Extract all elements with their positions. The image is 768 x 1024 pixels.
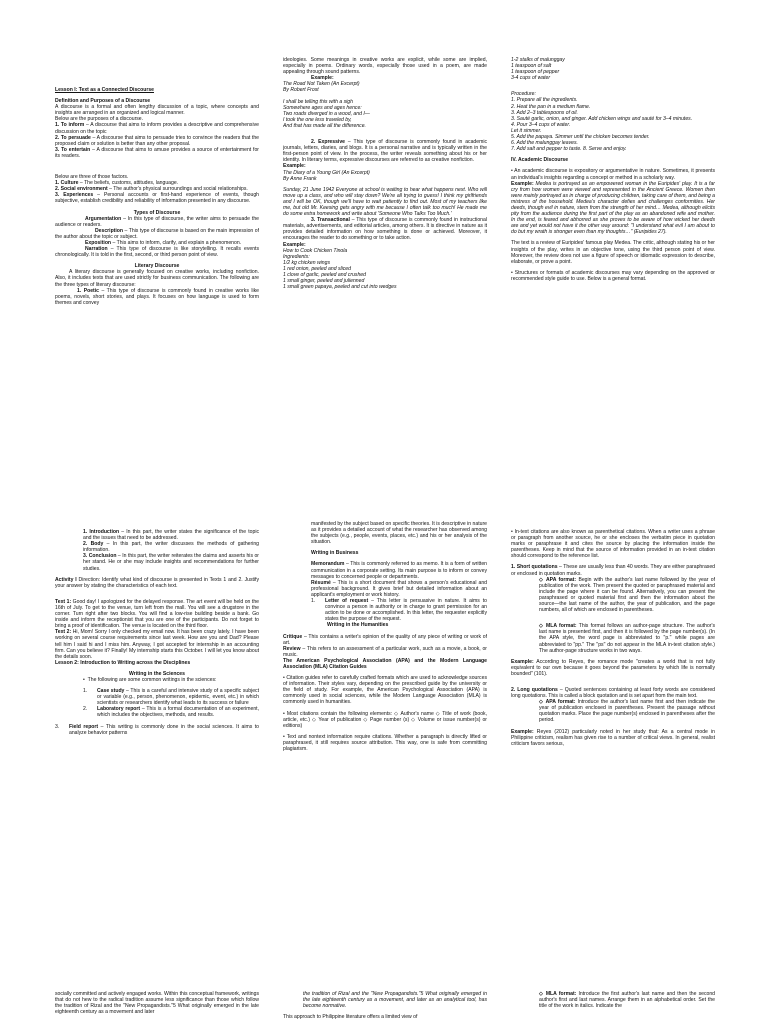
text1: Text 1: Good day! I apologized for the delayed response. The art event will be held on the 16th of July. To get to the venue, turn left from the mall. You will see a drugstore in the corner. Turn right after two blocks. You will find a low-rise building beside a bank. Go inside and inform the receptionist that you are one of the participants. Do not forget to bring a proof of identification. The venue is located on the third floor.: [55, 598, 259, 630]
recipe-title: How to Cook Chicken Tinola: [283, 247, 348, 254]
purposes-intro: Below are the purposes of a discourse.: [55, 116, 144, 123]
part-introduction: 1. Introduction – In this part, the writer states the significance of the topic and the issues that need to be addressed.: [83, 529, 259, 542]
column-discourse-examples: [283, 57, 487, 413]
procedure-step: Let it simmer.: [511, 127, 542, 134]
poetic-text: 1. Poetic – This type of discourse is commonly found in creative works like poems, novels, short stories, and plays. It focuses on how language is used to form themes and convey: [55, 287, 259, 306]
nontext-citation-text: • Text and nontext information require citations. Whether a paragraph is directly lifted or paraphrased, it still requires source attribution. This way, one is safe from committing plagiarism.: [283, 733, 487, 752]
science-field-report: 3. Field report – This writing is commonly done in the social sciences. It aims to analyze behavior patterns: [55, 723, 259, 736]
poem-line: Two roads diverged in a wood, and I—: [283, 110, 370, 117]
citation-elements-text: • Most citations contain the following elements: ◇ Author's name ◇ Title of work (book, article, etc.) ◇ Year of publication ◇ Page number (s) ◇ Volume or issue number(s) or editions): [283, 710, 487, 729]
factor-social: 2. Social environment – The author's physical surroundings and social relationships.: [55, 186, 248, 193]
definition-heading: Definition and Purposes of a Discourse: [55, 98, 151, 105]
field-report-continued: manifested by the subject based on specific theories. It is descriptive in nature as it provides a detailed account of what the researcher has observed among the subjects (e.g., people, events, places, etc.) and his or her analysis of the situation.: [311, 521, 487, 546]
procedure-step: 3. Sauté garlic, onion, and ginger. Add chicken wings and sauté for 3–4 minutes.: [511, 115, 693, 122]
ingredient-item: 1 small green papaya, peeled and cut into wedges: [283, 284, 397, 291]
apa-mla-heading: The American Psychological Association (APA) and the Modern Language Association (MLA) Citation Guides: [283, 657, 487, 670]
column-business-humanities: [283, 521, 487, 891]
medea-example: Example: Medea is portrayed as an empowered woman in the Euripides' play. It is a far cry from how women were viewed and represented in the Ancient Greece. Women then were mainly portrayed as in charge of producing children, taking care of them, and being a mistress of the household. Medea's character defies and challenges conformities. Her deeds, though evil in nature, stem from the strength of her mind… Medea, although elicits pity from the audience during the first part of the play as an abandoned wife and mother. In the end, is feared and abhorred as she proves to be aware of how wicked her deeds are and yet would not have it the other way around: "I understand what evil I am about to do but my wrath is stronger even than my thoughts…" (Euripides 27).: [511, 180, 715, 236]
mla-format-long: ◇ MLA format: Introduce the first author's last name and then the second author's first and last names. Arrange them in an alphabetical order. Set the title of the work in italics. Indicate the: [539, 991, 715, 1010]
text2: Text 2: Hi, Mom! Sorry I only checked my email now. It has been crazy lately. I have been working on several course requirements since last week. How are you and Dad? Please tell him I said hi and I miss him. Anyway, I got accepted for internship in an accounting firm. Can you believe it? Finally! My internship starts this October. I will let you know about the details soon.: [55, 629, 259, 660]
example-reyes-text: Example: According to Reyes, the romance mode "creates a world that is not fully equivalent to our own because it goes beyond the parameters by which life is normally bounded" (101).: [511, 658, 715, 677]
procedure-label: Procedure:: [511, 91, 536, 98]
ingredient-item: 1 teaspoon of pepper: [511, 69, 560, 76]
memorandum-text: Memorandum – This is commonly referred to as memo. It is a form of written communication in a corporate setting. Its main purpose is to inform or convey messages to concerned people or departments.: [311, 561, 487, 580]
column-bottom-left: [55, 991, 259, 1024]
ideologies-text: ideologies. Some meanings in creative works are explicit, while some are implied, especially in poems. Ordinary words, especially those used in a poem, are made appealing through sound patterns.: [283, 57, 487, 76]
academic-text: • An academic discourse is expository or argumentative in nature. Sometimes, it presents an individual's insights regarding a concept or method in a scholarly way.: [511, 168, 715, 181]
example2-label: Example:: [283, 163, 306, 170]
type-exposition: Exposition – This aims to inform, clarify, and explain a phenomenon.: [85, 239, 242, 246]
sciences-intro: • The following are some common writings in the sciences:: [83, 676, 217, 683]
literary-text: A literary discourse is generally focused on creative works, including nonfiction. Also, it includes texts that are used strictly for business communication. The following are the three types of literary discourse:: [55, 269, 259, 288]
humanities-heading: Writing in the Humanities: [327, 622, 389, 629]
purpose-inform: 1. To inform – A discourse that aims to inform provides a descriptive and comprehensive discussion on the topic: [55, 122, 259, 135]
review-def-text: Review – This refers to an assessment of a particular work, such as a movie, a book, or music.: [283, 645, 487, 658]
block-quote-continued: the tradition of Rizal and the "New Propagandists."5 What originally emerged in the late eighteenth century as a movement, and later as an analytical tool, has become normative.: [303, 991, 487, 1010]
short-quotations-text: 1. Short quotations – These are usually less than 40 words. They are either paraphrased or enclosed in quotation marks.: [511, 564, 715, 577]
factor-culture: 1. Culture – The beliefs, customs, attitudes, language.: [55, 180, 179, 187]
poem-author: By Robert Frost: [283, 87, 319, 94]
diary-author: By Anne Frank: [283, 175, 317, 182]
realism-continued-text: socially committed and actively engaged works. Within this conceptual framework, writings that do not hew to the radical tradition assume less significance than those which follow the tradition of Rizal and the "New Propagandists."5 What originally emerged in the late eighteenth century as a movement and later: [55, 991, 259, 1016]
ingredient-item: 1 clove of garlic, peeled and crushed: [283, 272, 366, 278]
procedure-step: 1. Prepare all the ingredients.: [511, 97, 578, 104]
type-description: Description – This type of discourse is based on the main impression of the author about the topic or subject.: [55, 227, 259, 240]
column-bottom-right: [511, 991, 715, 1024]
ingredient-item: 1 small ginger, peeled and julienned: [283, 278, 365, 285]
diary-text: Sunday, 21 June 1942 Everyone at school is waiting to hear what happens next. Who will move up a class, and who will stay down? We're all trying to guess! I think my girlfriends and I will be OK, though we'll have to wait patiently to find out. Most of my teachers like me, but old Mr. Keesing gets angry with me because I often talk too much! He made me do some extra homework and write about 'Someone Who Talks Too Much.': [283, 186, 487, 218]
citation-guides-text: • Citation guides refer to carefully crafted formats which are used to acknowledge sources of information. Their styles vary, depending on the prescribed guide by the university or the field of study. For example, the American Psychological Association (APA) is commonly used in social sciences, while the Modern Language Association (MLA) is commonly used in humanities.: [283, 675, 487, 706]
literary-heading: Literary Discourse: [134, 263, 180, 270]
apa-format-short: ◇ APA format: Begin with the author's last name followed by the year of publication of the work. Then present the quoted or paraphrased material and include the page where it can be found. Alternatively, you can present the paraphrased or quoted material first and then the information about the source—the last name of the author, the year of publication, and the page numbers, all of which are enclosed in parentheses.: [539, 576, 715, 614]
business-heading: Writing in Business: [311, 550, 359, 557]
procedure-step: 6. Add the malunggay leaves.: [511, 140, 578, 147]
academic-heading: IV. Academic Discourse: [511, 157, 569, 164]
letter-of-request: 1. Letter of request – This letter is persuasive in nature. It aims to convince a person in authority or in charge to grant permission for an action to be done or accomplished. In this letter, the requester explicitly states the purpose of the request.: [311, 598, 487, 623]
poem-line: I shall be telling this with a sigh: [283, 98, 353, 105]
factor-experiences: 3. Experiences – Personal accounts or first-hand experience of events, though subjective, establish credibility and reliability of information presented in any discourse.: [55, 192, 259, 205]
procedure-step: 3. Add 2–3 tablespoons of oil.: [511, 109, 578, 116]
review-text: The text is a review of Euripides' famous play Medea. The critic, although stating his or her insights of the play, writes in an objective tone, using the third person point of view. Moreover, the review does not use a figure of speech or idiomatic expression to describe, elaborate, or prove a point.: [511, 240, 715, 265]
example1-label: Example:: [311, 75, 334, 82]
type-argumentation: Argumentation – In this type of discourse, the writer aims to persuade the audience or readers.: [55, 215, 259, 228]
lesson1-title: Lesson I: Text as a Connected Discourse: [55, 87, 154, 93]
ingredient-item: 1/2 kg chicken wings: [283, 259, 331, 266]
purpose-entertain: 3. To entertain – A discourse that aims to amuse provides a source of entertainment for its readers.: [55, 146, 259, 159]
ingredients-label: Ingredients:: [283, 253, 310, 260]
transactional-text: 3. Transactional – This type of discourse is commonly found in instructional materials, advertisements, and editorial articles, among others. It is directive in nature as it provides detailed information on how something is done or achieved. Moreover, it encourages the reader to do something or to take action.: [283, 217, 487, 242]
structures-text: • Structures or formats of academic discourses may vary depending on the approved or recommended style guide to use. Below is a general format.: [511, 269, 715, 282]
poem-line: And that has made all the difference.: [283, 122, 366, 129]
part-body: 2. Body – In this part, the writer discusses the methods of gathering information.: [83, 541, 259, 554]
long-quotations-text: 2. Long quotations – Quoted sentences containing at least forty words are considered long quotations. This is called a block quotation and is set apart from the main text.: [511, 686, 715, 700]
part-conclusion: 3. Conclusion – In this part, the writer reiterates the claims and asserts his or her stand. He or she may include insights and recommendations for further studies.: [83, 553, 259, 572]
procedure-step: 2. Heat the pan in a medium flame.: [511, 103, 591, 110]
science-case-study: 1. Case study – This is a careful and intensive study of a specific subject or variable (e.g., person, phenomenon, epidemic, event, etc.) in which scientists or researchers identify what leads to its success or failure: [83, 688, 259, 707]
critique-text: Critique – This contains a writer's opinion of the quality of any piece of writing or work of art.: [283, 633, 487, 646]
definition-text: A discourse is a formal and often lengthy discussion of a topic, where concepts and insights are arranged in an organized and logical manner.: [55, 104, 259, 117]
ingredient-item: 3-4 cups of water: [511, 75, 551, 82]
ingredient-item: 1 red onion, peeled and sliced: [283, 265, 351, 272]
mla-format-short: ◇ MLA format: This format follows an author-page structure. The author's last name is presented first, and then it is followed by the page number(s). (In the APA style, the word page is abbreviated to "p." while pages are abbreviated to "pp." The "ps" do not appear in the MLA in-text citation style.) The author-page structure works in two ways.: [539, 623, 715, 654]
types-heading: Types of Discourse: [133, 209, 181, 216]
procedure-step: 4. Pour 3–4 cups of water.: [511, 121, 571, 128]
diary-title: The Diary of a Young Girl (An Excerpt): [283, 169, 370, 176]
intext-citation-text: • In-text citations are also known as parenthetical citations. When a writer uses a phrase or paragraph from another source, he or she encloses the verbatim piece in quotation marks or paraphrase it and cites the source by placing the information inside the parentheses. Keep in mind that the source of information provided in an in-text citation should correspond to the reference list.: [511, 529, 715, 560]
example-reyes-2012-text: Example: Reyes (2012) particularly noted in her study that: As a central mode in Philippine criticism, realism has given rise to a number of critical views. In general, realist criticism favors serious,: [511, 728, 715, 747]
approach-text: This approach to Philippine literature offers a limited view of: [283, 1014, 418, 1021]
apa-format-long: ◇ APA format: Introduce the author's last name first and then indicate the year of publication enclosed in parentheses. Present the passage without quotation marks. Place the page number(s) enclosed in parentheses after the period.: [539, 699, 715, 724]
column-lesson1: [55, 87, 259, 387]
example3-label: Example:: [283, 241, 306, 248]
science-lab-report: 2. Laboratory report – This is a formal documentation of an experiment, which includes the objectives, methods, and results.: [83, 706, 259, 719]
procedure-step: 7. Add salt and pepper to taste. 8. Serve and enjoy.: [511, 146, 627, 153]
sciences-heading: Writing in the Sciences: [129, 670, 185, 677]
column-bottom-center: [283, 991, 487, 1024]
poem-line: I took the one less traveled by,: [283, 116, 352, 123]
poem-line: Somewhere ages and ages hence:: [283, 104, 362, 111]
expressive-text: 2. Expressive – This type of discourse is commonly found in academic journals, letters, diaries, and blogs. It is a personal narrative and is typically written in the first-person point of view. In the process, the writer reveals something about his or her identity. In literary terms, expressive discourses are referred to as creative nonfiction.: [283, 139, 487, 164]
column-citations: [511, 529, 715, 879]
procedure-step: 5. Add the papaya. Simmer until the chicken becomes tender.: [511, 134, 650, 141]
lesson2-title: Lesson 2: Introduction to Writing across the Disciplines: [55, 659, 191, 666]
factors-intro: Below are three of those factors.: [55, 174, 129, 181]
poem-title: The Road Not Taken (An Excerpt): [283, 81, 360, 88]
ingredient-item: 1 teaspoon of salt: [511, 63, 552, 70]
activity-direction: Activity I Direction: Identify what kind of discourse is presented in Texts 1 and 2. Justify your answer by stating the characteristics of each text.: [55, 576, 259, 589]
column-recipe-academic: [511, 57, 715, 407]
purpose-persuade: 2. To persuade – A discourse that aims to persuade tries to convince the readers that the proposed claim or solution is better than any other proposal.: [55, 134, 259, 147]
resume-text: Résumé – This is a short document that shows a person's educational and professional background. It gives brief but detailed information about an applicant's employment or work history.: [311, 579, 487, 598]
column-parts-activity: [55, 529, 259, 889]
ingredient-item: 1-2 stalks of malunggay: [511, 57, 565, 63]
type-narration: Narration – This type of discourse is like storytelling. It recalls events chronologically. It is told in the first, second, or third person point of view.: [55, 246, 259, 259]
